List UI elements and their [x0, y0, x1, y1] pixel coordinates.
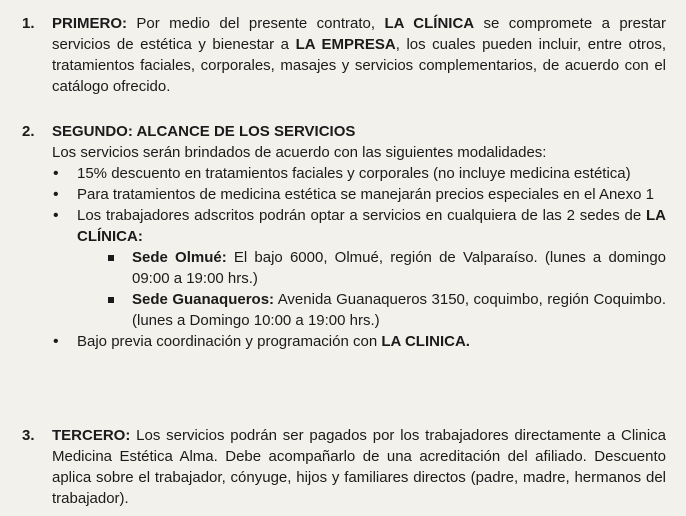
list-item — [52, 331, 666, 352]
clause-heading: SEGUNDO: ALCANCE DE LOS SERVICIOS — [52, 123, 356, 140]
sede-item — [52, 247, 666, 289]
entity-name: LA CLÍNICA: — [77, 207, 666, 245]
clause-tercero — [22, 425, 666, 509]
clause-text: Por medio del presente contrato, — [127, 15, 385, 32]
clause-number: 1. — [22, 15, 35, 32]
list-item-text: Para tratamientos de medicina estética se manejarán precios especiales en el Anexo 1 — [77, 186, 654, 203]
clause-label: TERCERO: — [52, 427, 131, 444]
list-item-text: Los trabajadores adscritos podrán optar a servicios en cualquiera de las 2 sedes de — [77, 207, 646, 224]
clause-text: , los cuales pueden incluir, entre otros, tratamientos faciales, corporales, masajes y servicios complementarios, de acuerdo con el catálogo ofrecido. — [52, 36, 666, 95]
sedes-list — [52, 247, 666, 331]
list-item — [52, 184, 666, 205]
sede-item — [52, 289, 666, 331]
list-item-text: 15% descuento en tratamientos faciales y corporales (no incluye medicina estética) — [77, 165, 631, 182]
sede-label: Sede Guanaqueros: — [132, 291, 275, 308]
sede-label: Sede Olmué: — [132, 249, 227, 266]
clause-body — [52, 425, 666, 509]
clause-body — [52, 13, 666, 97]
sede-text: Avenida Guanaqueros 3150, coquimbo, región Coquimbo. (lunes a Domingo 10:00 a 19:00 hrs.) — [132, 291, 666, 329]
clause-number: 3. — [22, 427, 35, 444]
clause-intro: Los servicios serán brindados de acuerdo con las siguientes modalidades: — [52, 144, 547, 161]
list-item — [52, 163, 666, 184]
clause-segundo — [22, 121, 666, 352]
clause-body — [52, 121, 666, 352]
entity-name: LA CLÍNICA — [384, 15, 475, 32]
modalities-list — [52, 163, 666, 352]
clause-label: PRIMERO: — [52, 15, 127, 32]
clause-primero — [22, 13, 666, 97]
entity-name: LA EMPRESA — [295, 36, 396, 53]
sede-text: El bajo 6000, Olmué, región de Valparaíso. (lunes a domingo 09:00 a 19:00 hrs.) — [132, 249, 666, 287]
clause-number: 2. — [22, 123, 35, 140]
clause-text: Los servicios podrán ser pagados por los trabajadores directamente a Clinica Medicina Estética Alma. Debe acompañarlo de una acreditación del afiliado. Descuento aplica sobre el trabajador, cónyuge, hijos y familiares directos (padre, madre, hermanos del trabajador). — [52, 427, 666, 507]
list-item-text: Bajo previa coordinación y programación con — [77, 333, 382, 350]
list-item — [52, 205, 666, 331]
entity-name: LA CLINICA. — [381, 333, 470, 350]
clause-text: se compromete a prestar servicios de estética y bienestar a — [52, 15, 667, 53]
